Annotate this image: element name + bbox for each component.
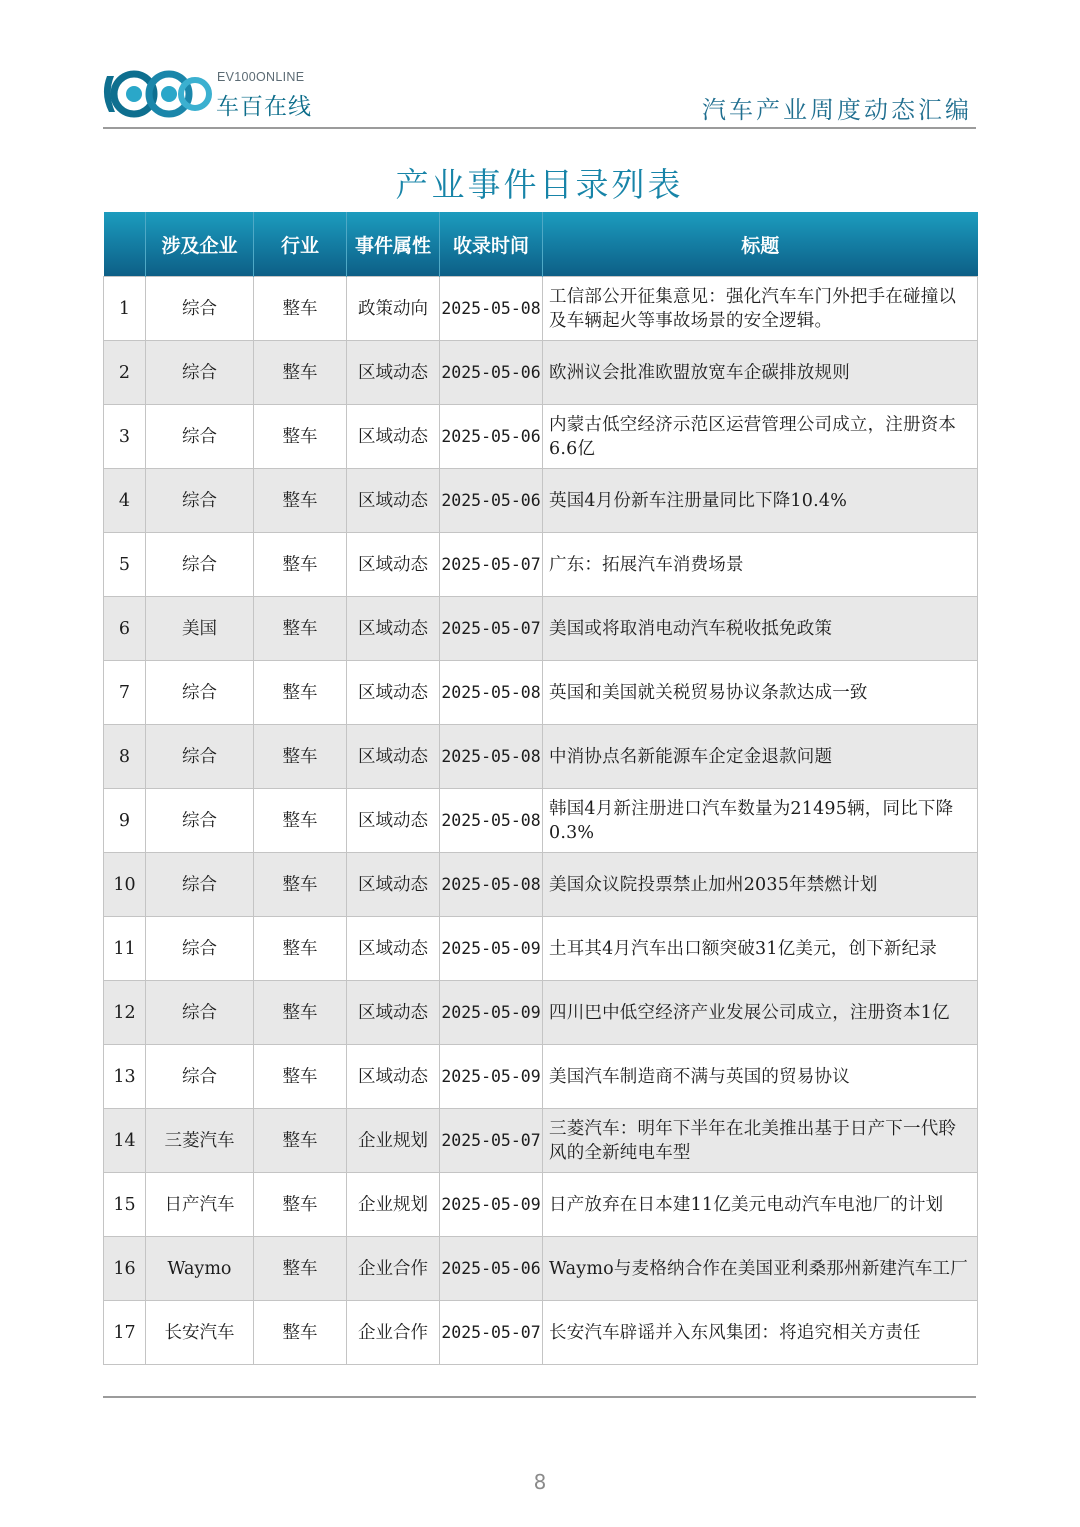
cell-company: 日产汽车 xyxy=(146,1173,254,1237)
cell-date: 2025-05-09 xyxy=(440,1045,543,1109)
cell-title: 四川巴中低空经济产业发展公司成立，注册资本1亿 xyxy=(543,981,978,1045)
cell-industry: 整车 xyxy=(254,341,347,405)
cell-date: 2025-05-07 xyxy=(440,597,543,661)
cell-company: 长安汽车 xyxy=(146,1301,254,1365)
cell-industry: 整车 xyxy=(254,1109,347,1173)
cell-company: 美国 xyxy=(146,597,254,661)
cell-attribute: 区域动态 xyxy=(347,981,440,1045)
cell-company: 综合 xyxy=(146,277,254,341)
table-row xyxy=(104,277,978,341)
cell-title: 工信部公开征集意见：强化汽车车门外把手在碰撞以及车辆起火等事故场景的安全逻辑。 xyxy=(543,277,978,341)
cell-industry: 整车 xyxy=(254,1237,347,1301)
cell-company: 综合 xyxy=(146,981,254,1045)
cell-company: 综合 xyxy=(146,341,254,405)
cell-industry: 整车 xyxy=(254,1301,347,1365)
cell-date: 2025-05-09 xyxy=(440,917,543,981)
cell-number: 14 xyxy=(104,1109,146,1173)
logo-icon xyxy=(103,66,213,122)
table-row xyxy=(104,917,978,981)
cell-company: 综合 xyxy=(146,789,254,853)
cell-date: 2025-05-06 xyxy=(440,405,543,469)
table-row xyxy=(104,661,978,725)
cell-attribute: 区域动态 xyxy=(347,597,440,661)
table-row xyxy=(104,597,978,661)
cell-company: 综合 xyxy=(146,661,254,725)
cell-date: 2025-05-06 xyxy=(440,469,543,533)
cell-industry: 整车 xyxy=(254,917,347,981)
cell-number: 15 xyxy=(104,1173,146,1237)
cell-number: 6 xyxy=(104,597,146,661)
cell-title: 中消协点名新能源车企定金退款问题 xyxy=(543,725,978,789)
cell-industry: 整车 xyxy=(254,981,347,1045)
table-row xyxy=(104,1301,978,1365)
cell-number: 12 xyxy=(104,981,146,1045)
cell-title: 土耳其4月汽车出口额突破31亿美元，创下新纪录 xyxy=(543,917,978,981)
cell-industry: 整车 xyxy=(254,725,347,789)
cell-attribute: 区域动态 xyxy=(347,853,440,917)
cell-number: 16 xyxy=(104,1237,146,1301)
cell-title: 广东：拓展汽车消费场景 xyxy=(543,533,978,597)
cell-attribute: 企业规划 xyxy=(347,1109,440,1173)
cell-title: 美国众议院投票禁止加州2035年禁燃计划 xyxy=(543,853,978,917)
cell-number: 5 xyxy=(104,533,146,597)
cell-attribute: 企业规划 xyxy=(347,1173,440,1237)
cell-attribute: 区域动态 xyxy=(347,789,440,853)
cell-title: 韩国4月新注册进口汽车数量为21495辆，同比下降0.3% xyxy=(543,789,978,853)
cell-attribute: 企业合作 xyxy=(347,1237,440,1301)
cell-date: 2025-05-08 xyxy=(440,853,543,917)
table-row xyxy=(104,853,978,917)
table-row xyxy=(104,405,978,469)
cell-attribute: 区域动态 xyxy=(347,405,440,469)
cell-attribute: 区域动态 xyxy=(347,341,440,405)
cell-attribute: 区域动态 xyxy=(347,533,440,597)
cell-title: 英国和美国就关税贸易协议条款达成一致 xyxy=(543,661,978,725)
column-header-attribute: 事件属性 xyxy=(347,212,440,277)
cell-industry: 整车 xyxy=(254,1045,347,1109)
cell-title: 内蒙古低空经济示范区运营管理公司成立，注册资本6.6亿 xyxy=(543,405,978,469)
cell-company: 综合 xyxy=(146,1045,254,1109)
cell-number: 7 xyxy=(104,661,146,725)
cell-date: 2025-05-08 xyxy=(440,661,543,725)
cell-date: 2025-05-06 xyxy=(440,341,543,405)
cell-date: 2025-05-06 xyxy=(440,1237,543,1301)
logo-text-cn: 车百在线 xyxy=(216,94,312,120)
cell-number: 8 xyxy=(104,725,146,789)
cell-number: 2 xyxy=(104,341,146,405)
cell-date: 2025-05-09 xyxy=(440,1173,543,1237)
cell-industry: 整车 xyxy=(254,597,347,661)
cell-number: 10 xyxy=(104,853,146,917)
cell-date: 2025-05-08 xyxy=(440,277,543,341)
cell-attribute: 区域动态 xyxy=(347,917,440,981)
logo-text-en: EV100ONLINE xyxy=(217,70,305,84)
table-row xyxy=(104,981,978,1045)
cell-company: 综合 xyxy=(146,853,254,917)
cell-number: 1 xyxy=(104,277,146,341)
column-header-company: 涉及企业 xyxy=(146,212,254,277)
cell-industry: 整车 xyxy=(254,853,347,917)
cell-number: 11 xyxy=(104,917,146,981)
column-header-number xyxy=(104,212,146,277)
page-title: 产业事件目录列表 xyxy=(395,165,684,204)
table-row xyxy=(104,725,978,789)
cell-company: 综合 xyxy=(146,405,254,469)
cell-title: 美国或将取消电动汽车税收抵免政策 xyxy=(543,597,978,661)
cell-title: 三菱汽车：明年下半年在北美推出基于日产下一代聆风的全新纯电车型 xyxy=(543,1109,978,1173)
cell-attribute: 企业合作 xyxy=(347,1301,440,1365)
cell-title: 欧洲议会批准欧盟放宽车企碳排放规则 xyxy=(543,341,978,405)
page-number: 8 xyxy=(533,1470,547,1494)
table-row xyxy=(104,533,978,597)
table-row xyxy=(104,1173,978,1237)
cell-date: 2025-05-08 xyxy=(440,789,543,853)
table-row xyxy=(104,1237,978,1301)
page-header xyxy=(103,62,976,128)
cell-date: 2025-05-07 xyxy=(440,1109,543,1173)
cell-industry: 整车 xyxy=(254,277,347,341)
cell-company: 综合 xyxy=(146,469,254,533)
cell-company: 综合 xyxy=(146,533,254,597)
table-row xyxy=(104,789,978,853)
cell-title: 美国汽车制造商不满与英国的贸易协议 xyxy=(543,1045,978,1109)
cell-attribute: 区域动态 xyxy=(347,661,440,725)
cell-company: 综合 xyxy=(146,725,254,789)
cell-date: 2025-05-08 xyxy=(440,725,543,789)
cell-attribute: 区域动态 xyxy=(347,1045,440,1109)
cell-company: 三菱汽车 xyxy=(146,1109,254,1173)
cell-date: 2025-05-07 xyxy=(440,533,543,597)
column-header-title: 标题 xyxy=(543,212,978,277)
cell-title: Waymo与麦格纳合作在美国亚利桑那州新建汽车工厂 xyxy=(543,1237,978,1301)
cell-date: 2025-05-07 xyxy=(440,1301,543,1365)
column-header-industry: 行业 xyxy=(254,212,347,277)
table-row xyxy=(104,1109,978,1173)
cell-attribute: 政策动向 xyxy=(347,277,440,341)
cell-title: 日产放弃在日本建11亿美元电动汽车电池厂的计划 xyxy=(543,1173,978,1237)
cell-industry: 整车 xyxy=(254,533,347,597)
cell-date: 2025-05-09 xyxy=(440,981,543,1045)
cell-industry: 整车 xyxy=(254,469,347,533)
table-row xyxy=(104,341,978,405)
cell-industry: 整车 xyxy=(254,405,347,469)
cell-industry: 整车 xyxy=(254,661,347,725)
table-header-row xyxy=(104,212,978,277)
cell-industry: 整车 xyxy=(254,1173,347,1237)
cell-title: 长安汽车辟谣并入东风集团：将追究相关方责任 xyxy=(543,1301,978,1365)
document-title: 汽车产业周度动态汇编 xyxy=(702,96,972,124)
column-header-date: 收录时间 xyxy=(440,212,543,277)
cell-attribute: 区域动态 xyxy=(347,725,440,789)
cell-industry: 整车 xyxy=(254,789,347,853)
event-table xyxy=(103,212,978,1365)
cell-number: 9 xyxy=(104,789,146,853)
cell-company: Waymo xyxy=(146,1237,254,1301)
cell-number: 13 xyxy=(104,1045,146,1109)
table-row xyxy=(104,469,978,533)
cell-number: 4 xyxy=(104,469,146,533)
cell-attribute: 区域动态 xyxy=(347,469,440,533)
cell-number: 17 xyxy=(104,1301,146,1365)
header-divider xyxy=(103,127,976,129)
table-row xyxy=(104,1045,978,1109)
cell-company: 综合 xyxy=(146,917,254,981)
footer-divider xyxy=(103,1396,976,1398)
cell-number: 3 xyxy=(104,405,146,469)
cell-title: 英国4月份新车注册量同比下降10.4% xyxy=(543,469,978,533)
